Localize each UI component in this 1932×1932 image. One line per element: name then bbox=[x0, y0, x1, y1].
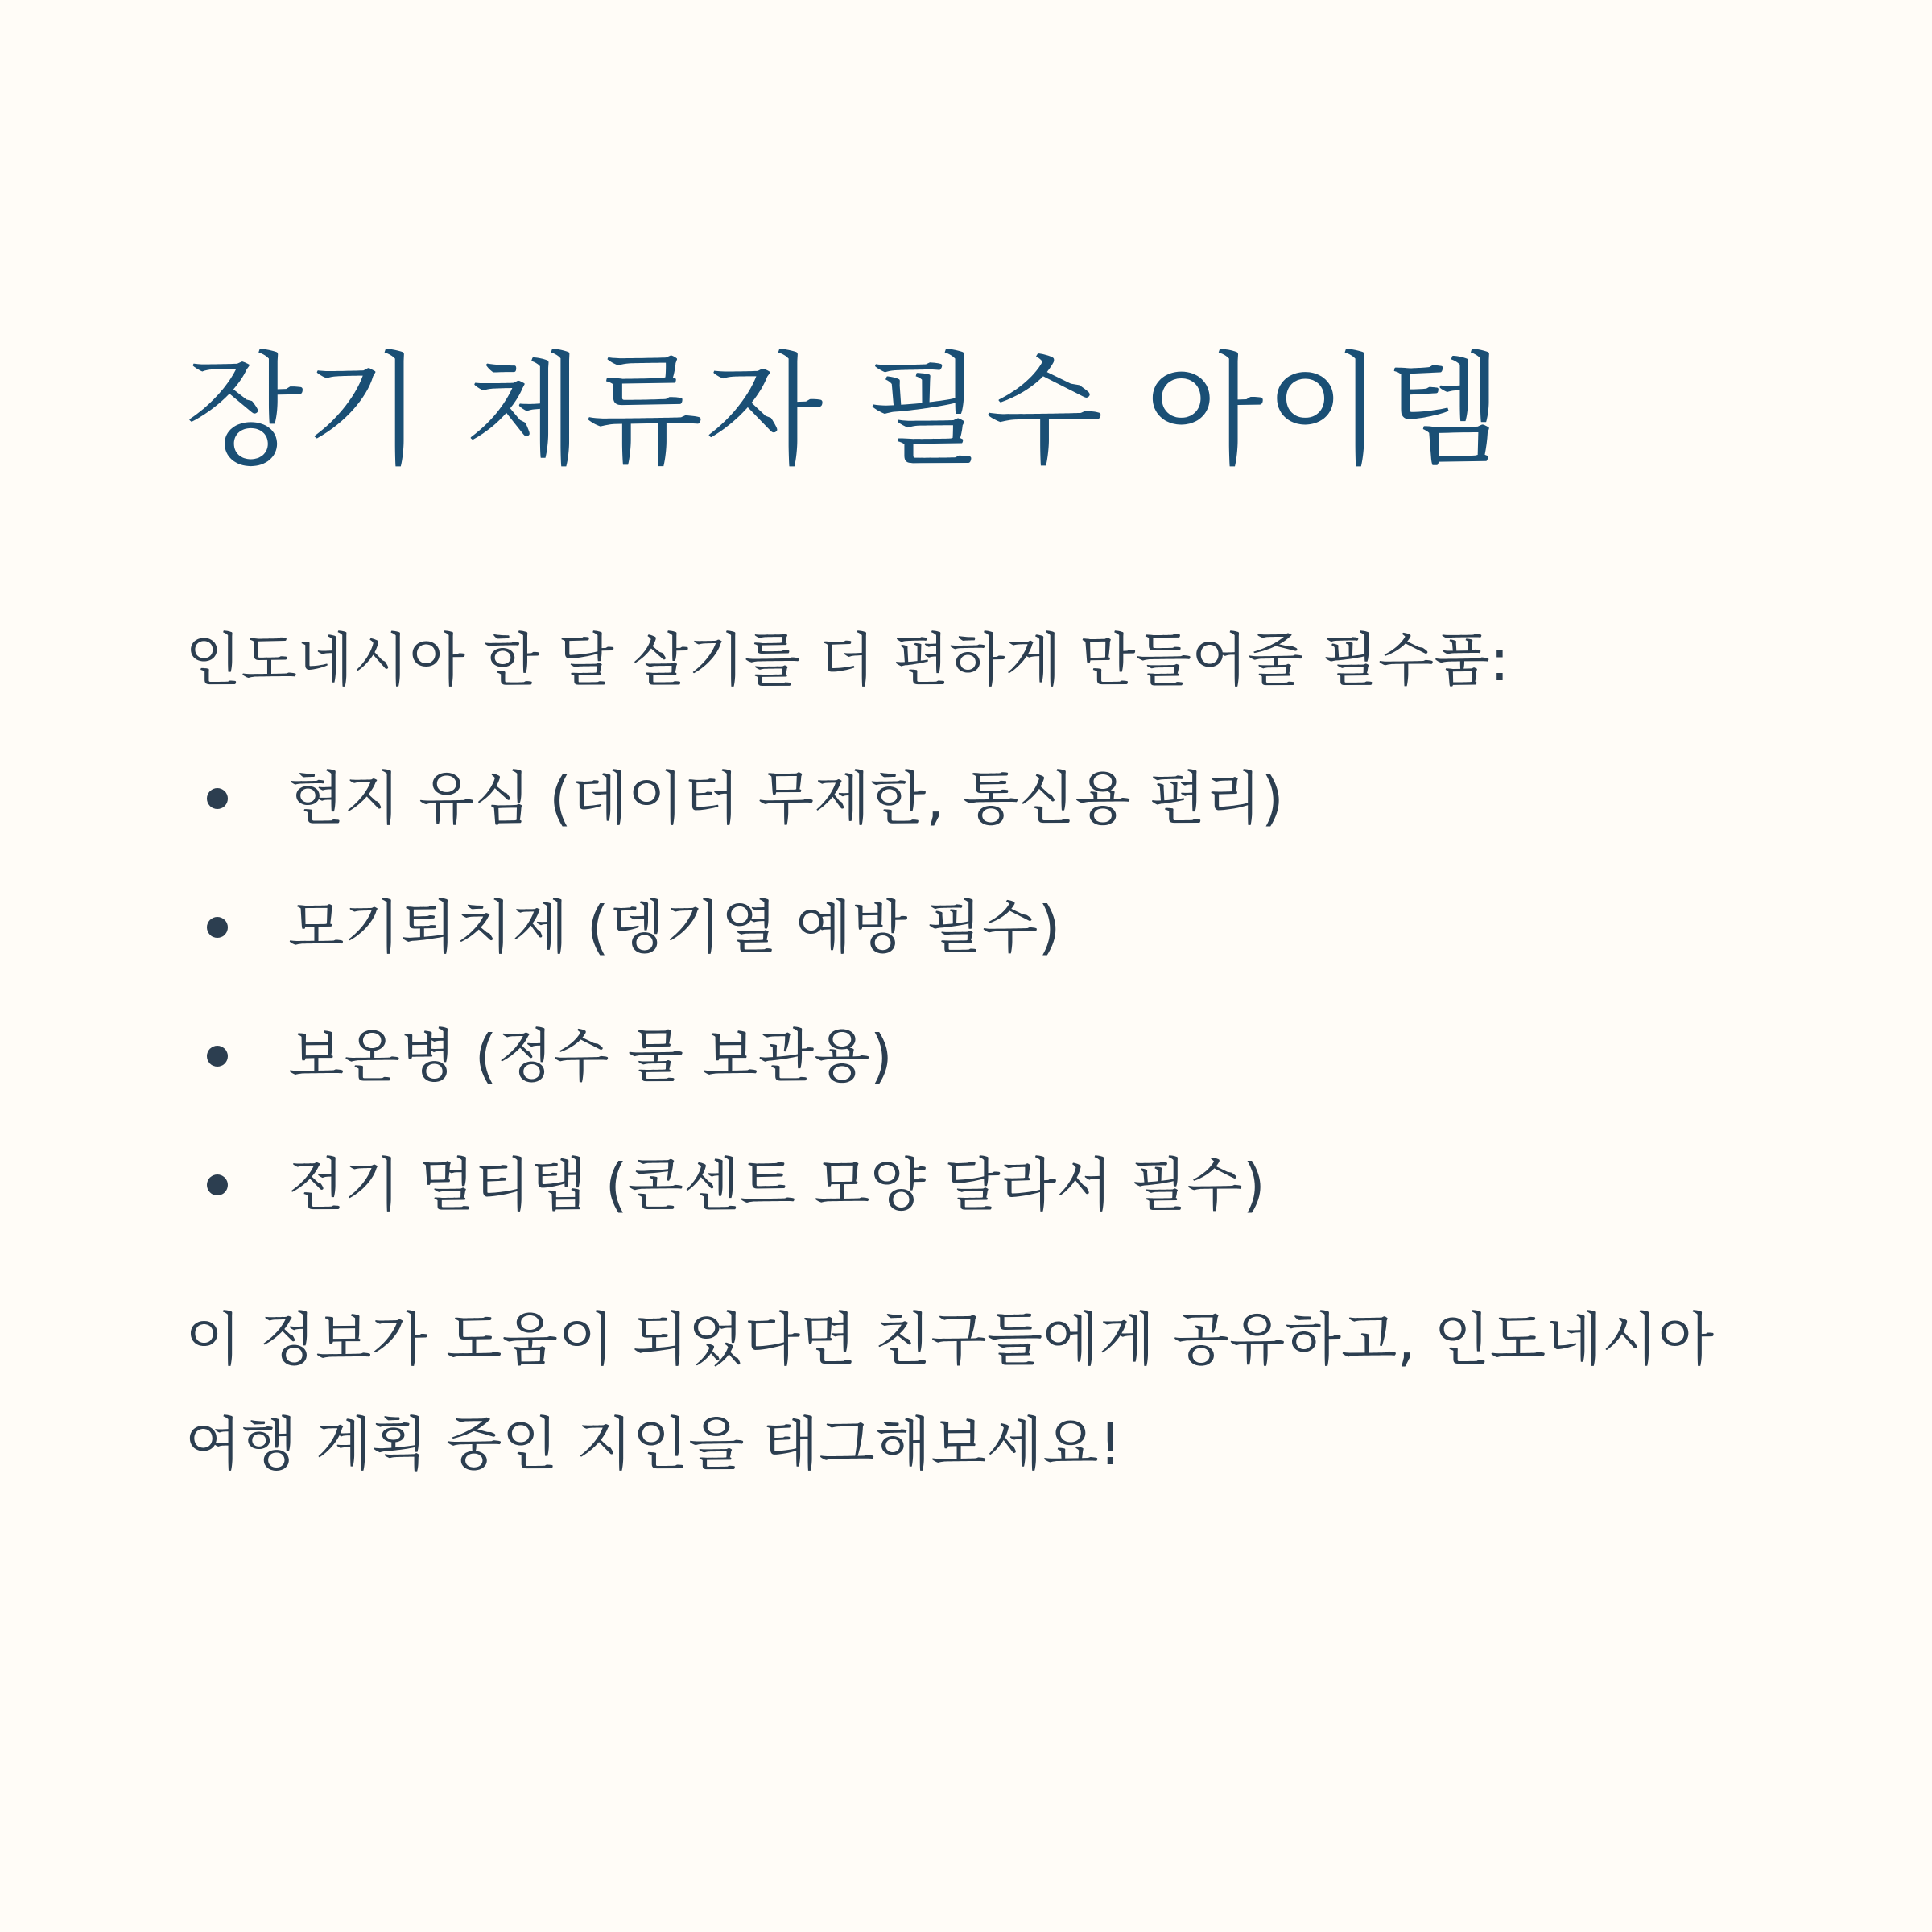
content-card bbox=[185, 338, 1795, 1496]
list-item bbox=[185, 764, 1795, 893]
bullet-icon bbox=[207, 1046, 228, 1067]
intro-text: 인도네시아 한 달 살기를 더 편하게 만들어줄 필수품: bbox=[185, 626, 1510, 695]
closing-text: 이 정보가 도움이 되었다면 친구들에게 공유하고, 인도네시아 여행 계획 중인 지인을 태그해보세요! bbox=[185, 1305, 1715, 1478]
list-item-text: 전기 멀티탭 (콘센트 모양 달라서 필수) bbox=[288, 1150, 1265, 1219]
list-item-text: 현지 유심 (데이터 무제한, 통신용 편리) bbox=[288, 764, 1284, 832]
page-title: 장기 체류자 필수 아이템 bbox=[185, 340, 1505, 482]
list-item-text: 보온병 (정수 물 보관용) bbox=[288, 1022, 893, 1090]
list-item bbox=[185, 1022, 1795, 1150]
list-item-text: 모기퇴치제 (뎅기열 예방 필수) bbox=[288, 893, 1061, 961]
item-list bbox=[185, 764, 1795, 1279]
bullet-icon bbox=[207, 788, 228, 809]
bullet-icon bbox=[207, 917, 228, 938]
list-item bbox=[185, 893, 1795, 1022]
bullet-icon bbox=[207, 1174, 228, 1195]
list-item bbox=[185, 1150, 1795, 1279]
